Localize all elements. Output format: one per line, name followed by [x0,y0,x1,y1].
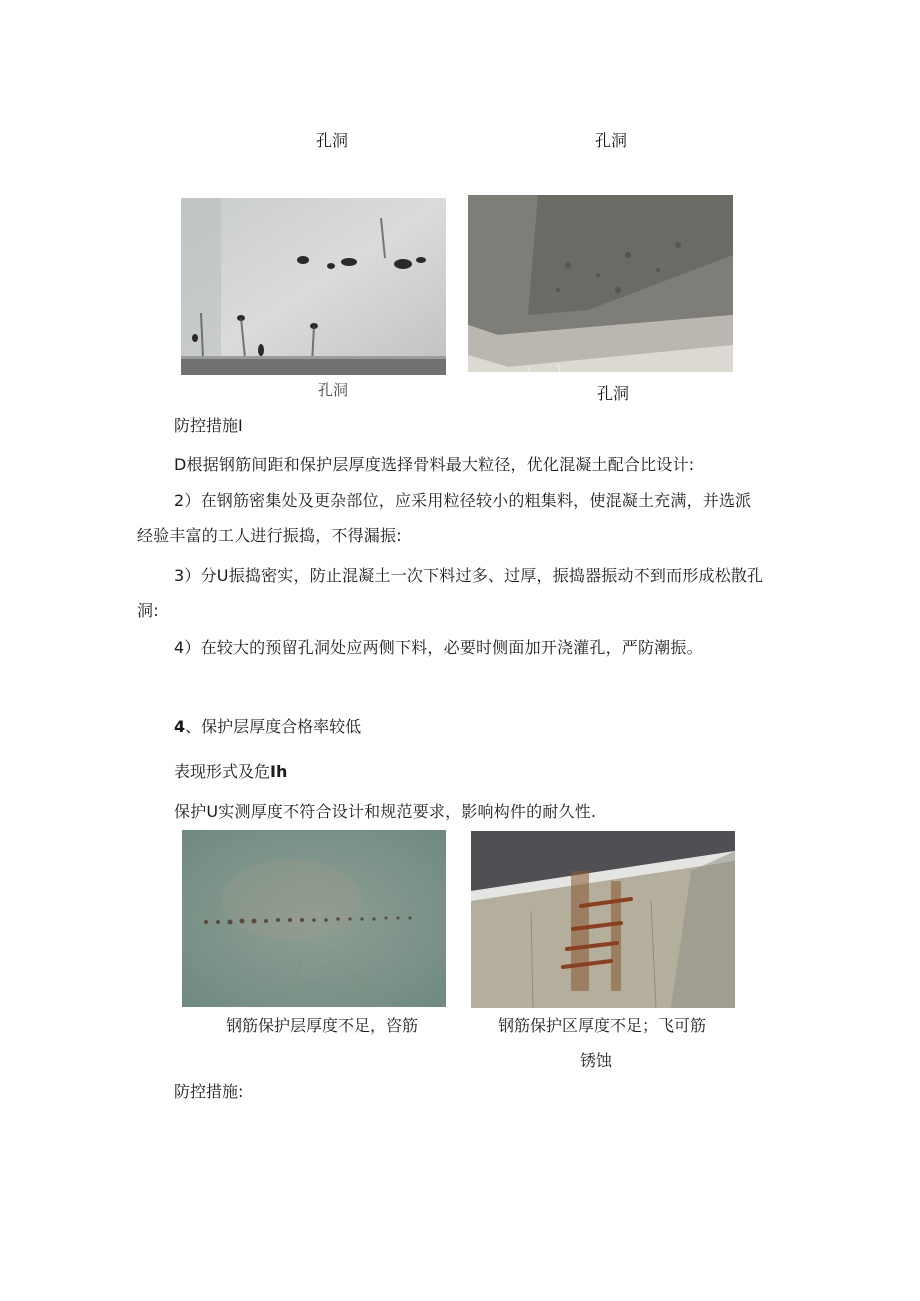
photo-rusted-rebar [471,831,735,1008]
top-caption-right: 孔洞 [595,131,628,150]
section4-number: 4 [174,717,186,736]
caption-shallow-cover: 钢筋保护层厚度不足，咨筋 [226,1016,419,1035]
measures-title-section3: 防控措施I [174,416,243,435]
section4-heading [174,714,361,737]
measure-item-4: 4）在较大的预留孔洞处应两侧下料，必要时侧面加开浇灌孔，严防潮振。 [174,638,703,657]
form-title-suffix: Ih [270,762,288,781]
measure-item-3-cont: 洞: [137,601,159,620]
top-caption-left: 孔洞 [316,131,349,150]
photo-caption-right: 孔洞 [597,384,630,403]
caption-rusted-rebar-line1: 钢筋保护区厚度不足；飞可筋 [498,1016,707,1035]
measure-item-1: D根据钢筋间距和保护层厚度选择骨料最大粒径，优化混凝土配合比设计: [174,455,695,474]
section4-form-title [174,759,287,782]
measure-item-2: 2）在钢筋密集处及更杂部位，应采用粒径较小的粗集料，使混凝土充满，并选派 [174,491,752,510]
measures-title-section4: 防控措施: [174,1082,244,1101]
caption-rusted-rebar-line2: 锈蚀 [580,1051,613,1070]
photo-shallow-rebar-cover [182,830,446,1007]
photo-caption-left: 孔洞 [318,381,349,399]
photo-concrete-slab-edge [468,195,733,372]
measure-item-2-cont: 经验丰富的工人进行振捣，不得漏振: [137,526,402,545]
measure-item-3: 3）分U振捣密实，防止混凝土一次下料过多、过厚，振捣器振动不到而形成松散孔 [174,566,764,585]
section4-description: 保护U实测厚度不符合设计和规范要求，影响构件的耐久性. [174,802,597,821]
photo-concrete-wall-holes [181,198,446,375]
form-title-prefix: 表现形式及危 [174,762,271,781]
section4-title: 、保护层厚度合格率较低 [185,717,362,736]
